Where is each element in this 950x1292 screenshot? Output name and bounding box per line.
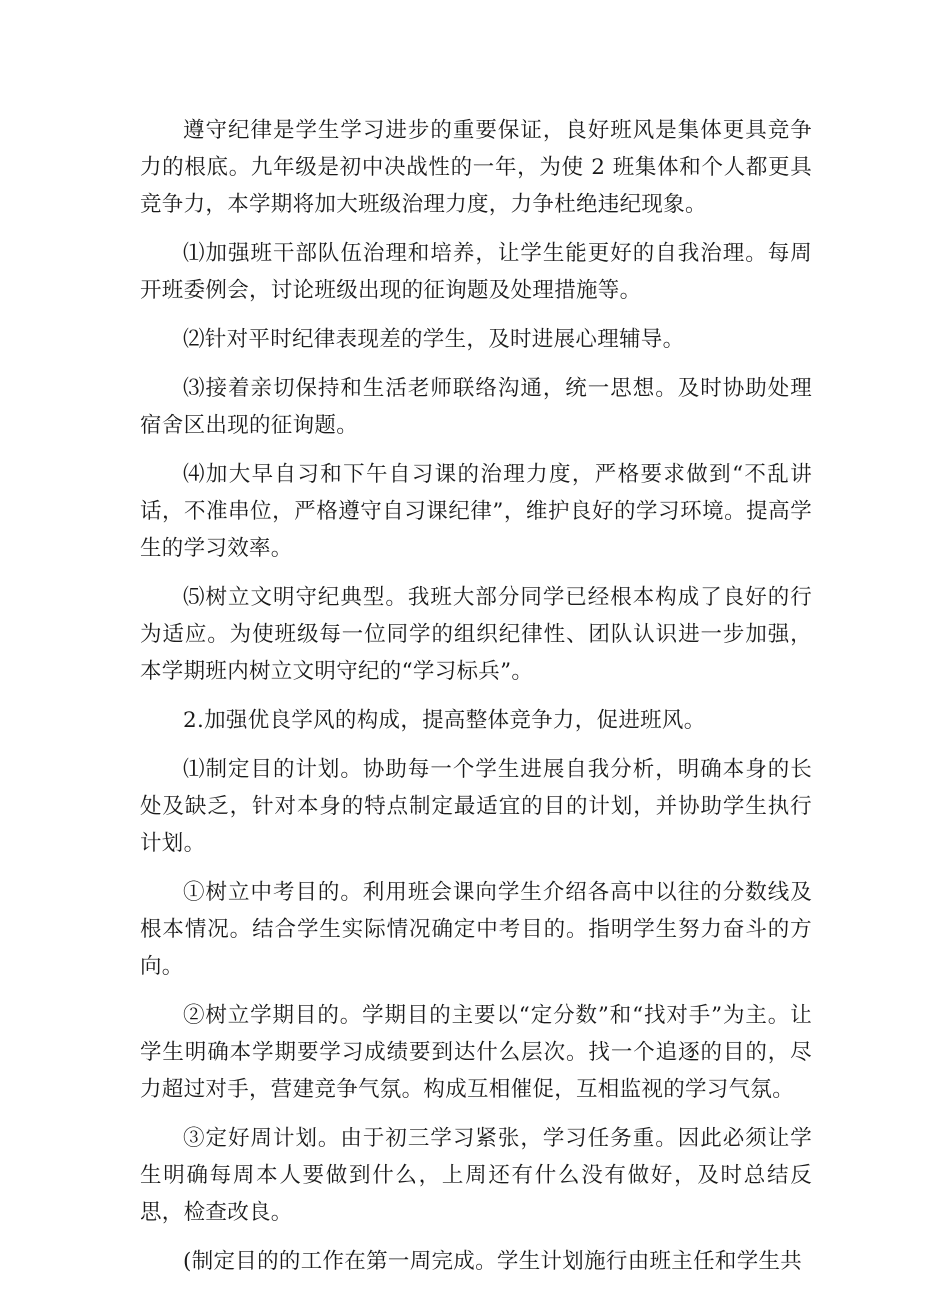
paragraph-item-5: ⑸树立文明守纪典型。我班大部分同学已经根本构成了良好的行为适应。为使班级每一位同学的组织纪律性、团队认识进一步加强，本学期班内树立文明守纪的“学习标兵”。 bbox=[140, 585, 812, 684]
paragraph-term-goal: ②树立学期目的。学期目的主要以“定分数”和“找对手”为主。让学生明确本学期要学习成绩要到达什么层次。找一个追逐的目的，尽力超过对手，营建竞争气氛。构成互相催促，互相监视的学习气氛。 bbox=[140, 1003, 812, 1102]
paragraph-item-2: ⑵针对平时纪律表现差的学生，及时进展心理辅导。 bbox=[183, 327, 685, 352]
section-heading-study-style: 2.加强优良学风的构成，提高整体竞争力，促进班风。 bbox=[183, 708, 706, 733]
paragraph-goal-note: (制定目的的工作在第一周完成。学生计划施行由班主任和学生共 bbox=[183, 1249, 803, 1274]
paragraph-goal-plan: ⑴制定目的计划。协助每一个学生进展自我分析，明确本身的长处及缺乏，针对本身的特点制定最适宜的目的计划，并协助学生执行计划。 bbox=[140, 757, 812, 856]
paragraph-item-3: ⑶接着亲切保持和生活老师联络沟通，统一思想。及时协助处理宿舍区出现的征询题。 bbox=[140, 376, 812, 438]
paragraph-discipline-intro: 遵守纪律是学生学习进步的重要保证，良好班风是集体更具竞争力的根底。九年级是初中决战性的一年，为使 2 班集体和个人都更具竞争力，本学期将加大班级治理力度，力争杜绝违纪现象。 bbox=[140, 118, 812, 217]
paragraph-item-1: ⑴加强班干部队伍治理和培养，让学生能更好的自我治理。每周开班委例会，讨论班级出现的征询题及处理措施等。 bbox=[140, 241, 812, 303]
paragraph-weekly-plan: ③定好周计划。由于初三学习紧张，学习任务重。因此必须让学生明确每周本人要做到什么，上周还有什么没有做好，及时总结反思，检查改良。 bbox=[140, 1126, 812, 1225]
paragraph-item-4: ⑷加大早自习和下午自习课的治理力度，严格要求做到“不乱讲话，不准串位，严格遵守自习课纪律”，维护良好的学习环境。提高学生的学习效率。 bbox=[140, 462, 812, 561]
paragraph-exam-goal: ①树立中考目的。利用班会课向学生介绍各高中以往的分数线及根本情况。结合学生实际情况确定中考目的。指明学生努力奋斗的方向。 bbox=[140, 880, 812, 979]
document-page bbox=[140, 112, 812, 1292]
